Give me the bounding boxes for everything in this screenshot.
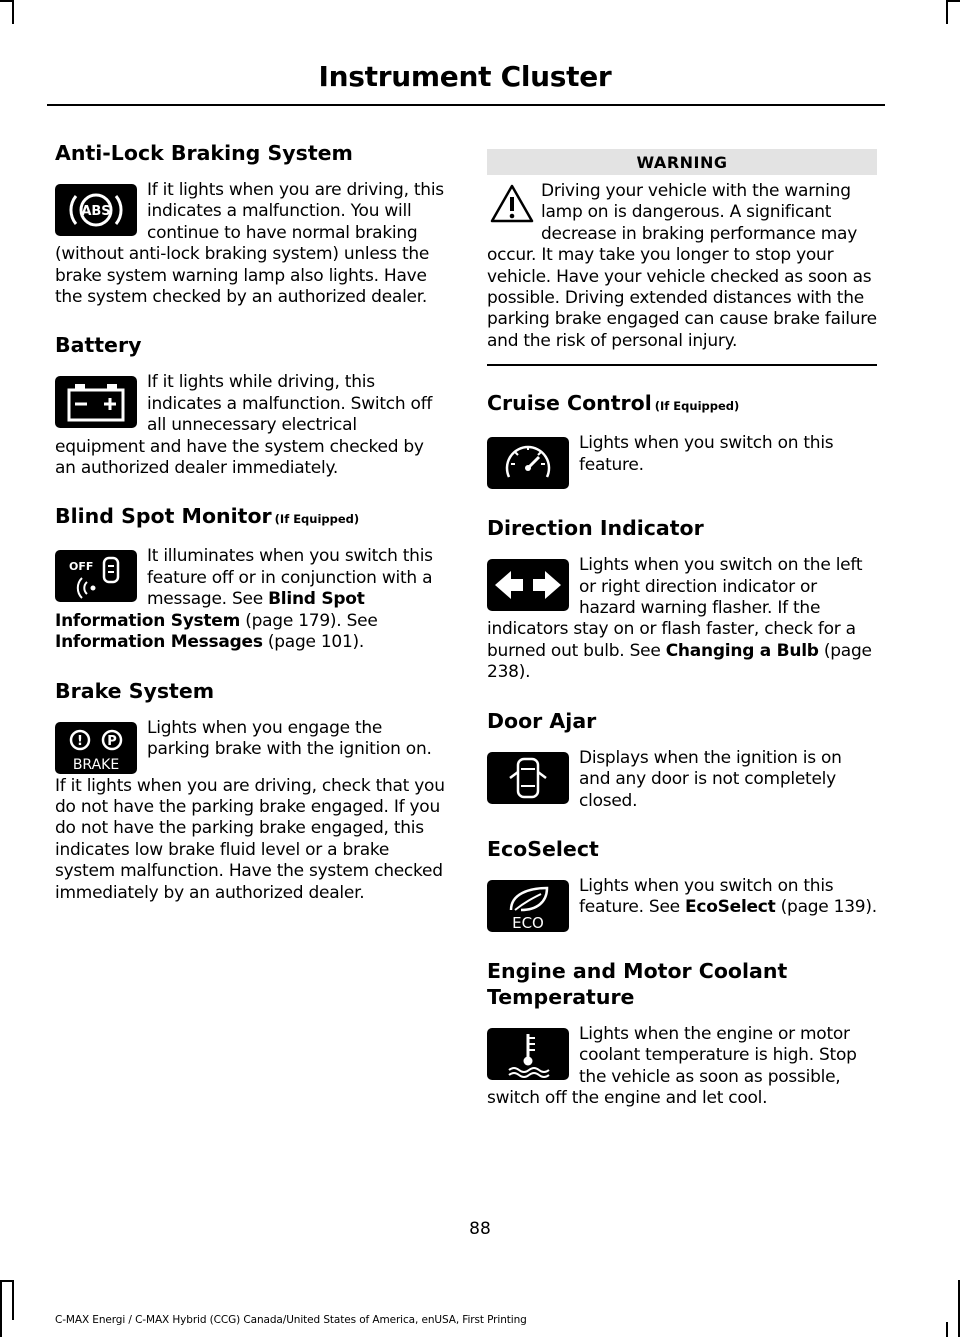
info-messages-link[interactable]: Information Messages — [55, 632, 263, 653]
direction-description: Lights when you switch on the left or right direction indicator or hazard warning flasher. If the indicators stay on or flash faster, check for a burned out bulb. See Changing a Bulb (page 238). — [487, 555, 872, 683]
header-rule — [47, 104, 885, 106]
blind-spot-heading: Blind Spot Monitor (If Equipped) — [55, 504, 360, 529]
warning-box — [487, 149, 877, 366]
brake-description-1: Lights when you engage the parking brake with the ignition on. — [147, 717, 432, 759]
direction-heading: Direction Indicator — [487, 516, 704, 541]
direction-section — [487, 515, 877, 683]
door-heading: Door Ajar — [487, 708, 597, 733]
cruise-description: Lights when you switch on this feature. — [579, 433, 834, 475]
blind-spot-description: It illuminates when you switch this feature off or in conjunction with a message. See Blind Spot Information System (page 179). See Information Messages (page 101). — [55, 546, 433, 653]
abs-warning-icon — [55, 184, 137, 236]
battery-icon — [55, 376, 137, 428]
direction-arrows-icon — [487, 559, 569, 611]
blind-spot-icon-label: OFF — [69, 560, 94, 574]
door-ajar-icon — [487, 752, 569, 804]
door-description: Displays when the ignition is on and any door is not completely closed. — [579, 747, 842, 811]
svg-text:!: ! — [77, 733, 83, 749]
brake-icon — [55, 722, 137, 774]
left-column — [55, 140, 445, 928]
speedometer-icon — [487, 437, 569, 489]
eco-description: Lights when you switch on this feature. See EcoSelect (page 139). — [579, 875, 877, 918]
coolant-description: Lights when the engine or motor coolant temperature is high. Stop the vehicle as soon as possible, switch off the engine and let cool. — [487, 1023, 857, 1109]
warning-triangle-icon — [487, 181, 537, 227]
crop-mark — [12, 0, 14, 24]
door-section — [487, 708, 877, 812]
battery-heading: Battery — [55, 333, 142, 358]
brake-heading: Brake System — [55, 678, 215, 703]
warning-text: Driving your vehicle with the warning lamp on is dangerous. A significant decrease in braking performance may occur. It may take you longer to stop your vehicle. Have your vehicle checked as soon as possible. Driving extended distances with the parking brake engaged can cause brake failure and the risk of personal injury. — [487, 181, 877, 351]
brake-icon-label: BRAKE — [72, 756, 120, 773]
cruise-section — [487, 390, 877, 491]
crop-mark — [946, 1322, 948, 1337]
eco-section — [487, 836, 877, 934]
warning-rule — [487, 364, 877, 366]
abs-heading: Anti-Lock Braking System — [55, 141, 353, 165]
crop-mark — [0, 1280, 2, 1337]
svg-text:P: P — [107, 733, 117, 749]
coolant-heading: Engine and Motor Coolant Temperature — [487, 958, 788, 1009]
abs-description: If it lights when you are driving, this indicates a malfunction. You will continue to have normal braking (without anti-lock braking system) unless the brake system warning lamp also lights. Have the system checked by an authorized dealer. — [55, 180, 444, 308]
warning-title: WARNING — [487, 149, 877, 175]
brake-section — [55, 678, 445, 904]
battery-section — [55, 332, 445, 479]
crop-mark — [0, 0, 12, 2]
coolant-section — [487, 958, 877, 1110]
eco-heading: EcoSelect — [487, 836, 599, 861]
crop-mark — [946, 0, 948, 24]
changing-bulb-link[interactable]: Changing a Bulb — [665, 640, 819, 661]
abs-section — [55, 140, 445, 308]
page-title: Instrument Cluster — [318, 60, 612, 93]
cruise-heading: Cruise Control (If Equipped) — [487, 391, 740, 416]
eco-icon-label: ECO — [512, 913, 544, 932]
page-number: 88 — [469, 1219, 491, 1239]
footer: C-MAX Energi / C-MAX Hybrid (CCG) Canada/United States of America, enUSA, First Printing — [55, 1314, 527, 1326]
coolant-temperature-icon — [487, 1028, 569, 1080]
blind-spot-section — [55, 503, 445, 653]
blind-spot-link[interactable]: Blind Spot Information System — [55, 589, 365, 631]
battery-description: If it lights while driving, this indicates a malfunction. Switch off all unnecessary electrical equipment and have the system checked by an authorized dealer immediately. — [55, 372, 433, 479]
blind-spot-icon — [55, 550, 137, 602]
crop-mark — [12, 1280, 14, 1320]
right-column — [487, 149, 877, 1134]
crop-mark — [948, 0, 960, 2]
brake-description-2: If it lights when you are driving, check that you do not have the parking brake engaged. If you do not have the parking brake engaged, this indicates low brake fluid level or a brake system malfunction. Have the system checked immediately by an authorized dealer. — [55, 775, 445, 903]
eco-leaf-icon — [487, 880, 569, 932]
ecoselect-link[interactable]: EcoSelect — [685, 897, 776, 918]
svg-text:ABS: ABS — [81, 204, 111, 219]
